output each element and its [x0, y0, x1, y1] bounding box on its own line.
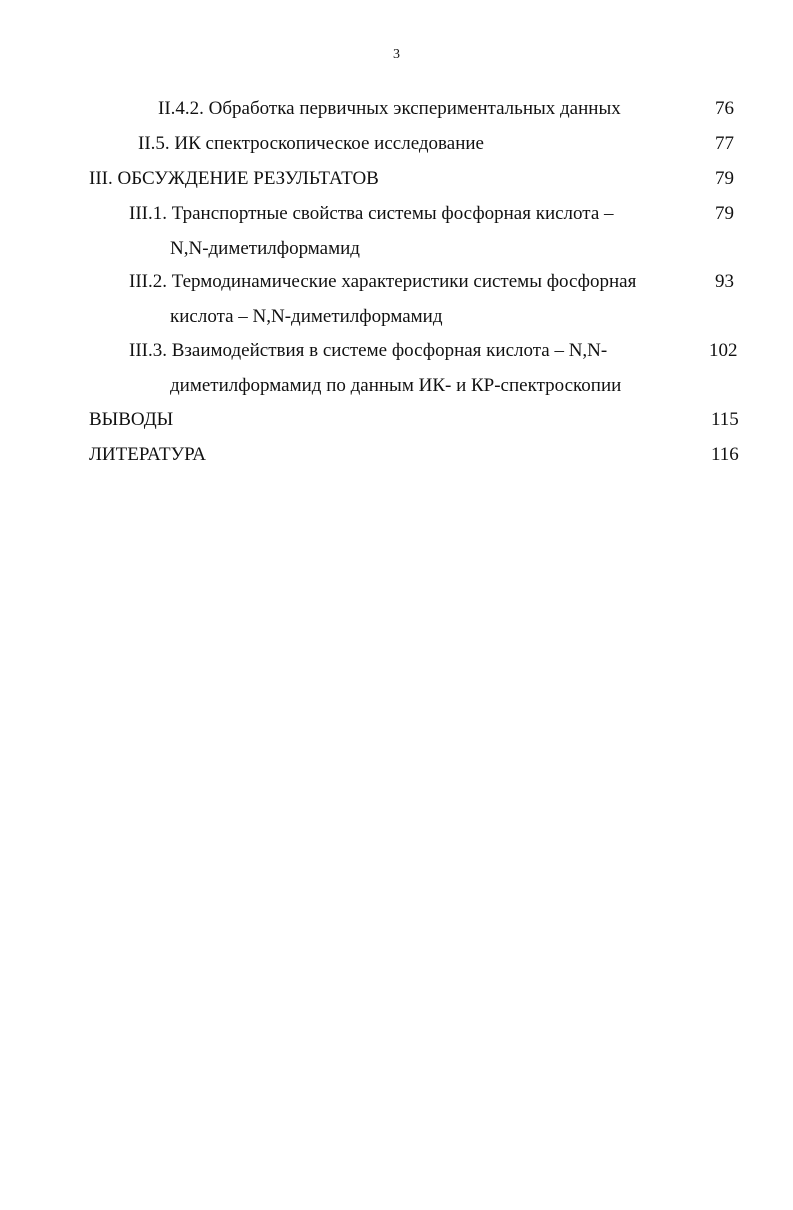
toc-entry-page: 79 — [715, 168, 734, 189]
toc-entry-label: III.2. Термодинамические характеристики системы фосфорная — [129, 271, 637, 292]
toc-entry-page: 93 — [715, 271, 734, 292]
toc-entry-page: 115 — [711, 409, 739, 430]
toc-entry-page: 77 — [715, 133, 734, 154]
toc-entry-page: 76 — [715, 98, 734, 119]
toc-entry-label: II.4.2. Обработка первичных экспериментальных данных — [158, 98, 621, 119]
toc-entry-label: ЛИТЕРАТУРА — [89, 444, 206, 465]
toc-entry-continuation: кислота – N,N-диметилформамид — [170, 306, 443, 327]
toc-entry-continuation: N,N-диметилформамид — [170, 238, 360, 259]
toc-entry-label: II.5. ИК спектроскопическое исследование — [138, 133, 484, 154]
toc-entry-label: III.1. Транспортные свойства системы фосфорная кислота – — [129, 203, 614, 224]
toc-entry-page: 102 — [709, 340, 738, 361]
toc-entry-continuation: диметилформамид по данным ИК- и КР-спектроскопии — [170, 375, 622, 396]
toc-entry-label: III. ОБСУЖДЕНИЕ РЕЗУЛЬТАТОВ — [89, 168, 379, 189]
toc-entry-label: III.3. Взаимодействия в системе фосфорная кислота – N,N- — [129, 340, 608, 361]
toc-entry-page: 79 — [715, 203, 734, 224]
page-number: 3 — [393, 47, 400, 62]
toc-entry-label: ВЫВОДЫ — [89, 409, 174, 430]
toc-entry-page: 116 — [711, 444, 739, 465]
